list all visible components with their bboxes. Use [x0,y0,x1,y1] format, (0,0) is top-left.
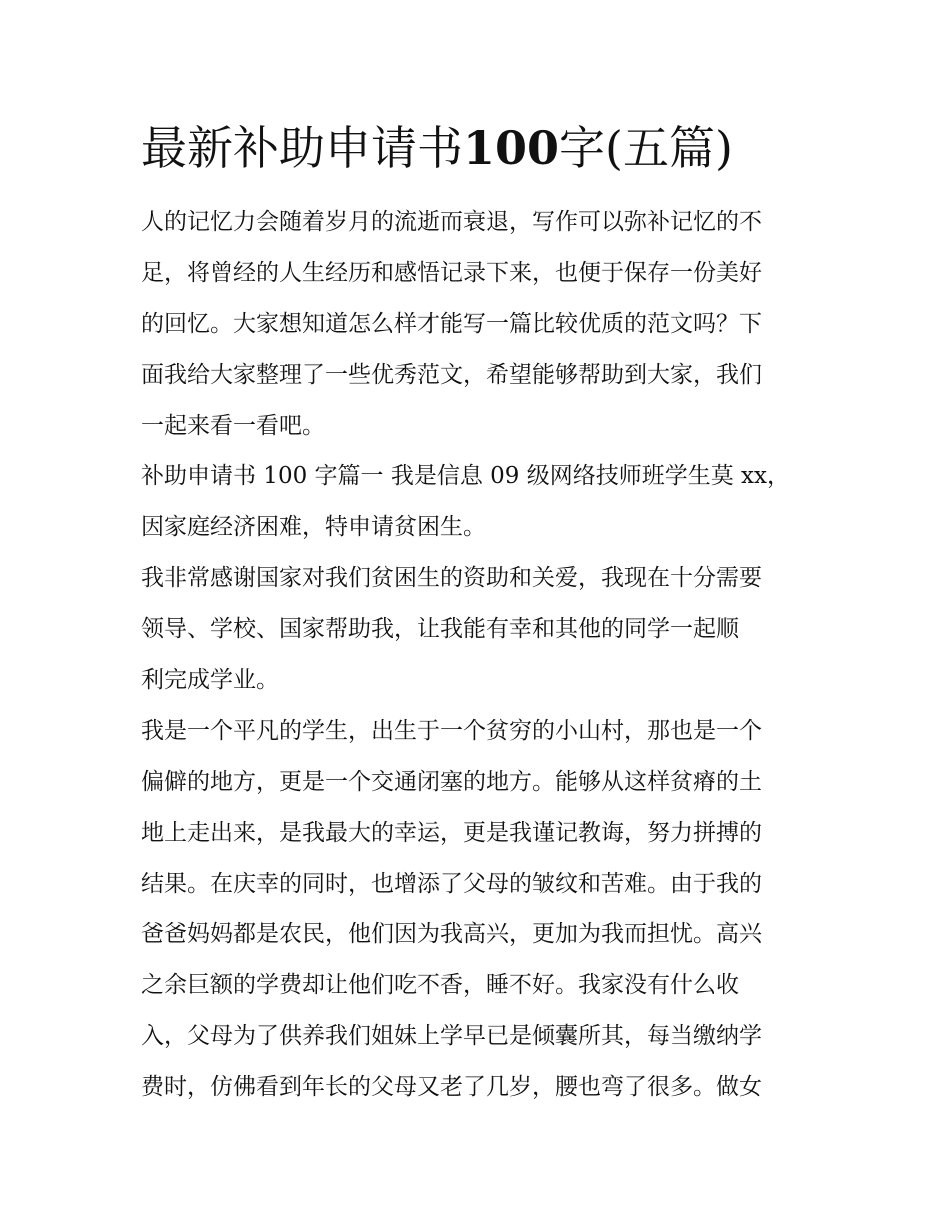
body-line: 因家庭经济困难，特申请贫困生。 [141,514,486,541]
body-line: 地上走出来，是我最大的幸运，更是我谨记教诲，努力拼搏的 [141,819,762,846]
title-prefix: 最新补助申请书 [141,121,463,175]
document-title [141,112,841,184]
document-body [141,197,821,1113]
body-line: 领导、学校、国家帮助我，让我能有幸和其他的同学一起顺 [141,616,739,643]
body-line: 补助申请书 100 字篇一 我是信息 09 级网络技师班学生莫 xx， [141,463,790,490]
body-line: 我是一个平凡的学生，出生于一个贫穷的小山村，那也是一个 [141,717,762,744]
body-line: 一起来看一看吧。 [141,412,325,439]
body-line: 的回忆。大家想知道怎么样才能写一篇比较优质的范文吗？下 [141,310,762,337]
body-line: 面我给大家整理了一些优秀范文，希望能够帮助到大家，我们 [141,361,762,388]
body-line: 偏僻的地方，更是一个交通闭塞的地方。能够从这样贫瘠的土 [141,768,762,795]
body-line: 足，将曾经的人生经历和感悟记录下来，也便于保存一份美好 [141,259,762,286]
body-line: 我非常感谢国家对我们贫困生的资助和关爱，我现在十分需要 [141,565,762,592]
title-number: 100 [463,121,560,175]
body-line: 爸爸妈妈都是农民，他们因为我高兴，更加为我而担忧。高兴 [141,921,762,948]
body-line: 利完成学业。 [141,667,279,694]
title-suffix: 字(五篇) [559,121,733,175]
body-line: 结果。在庆幸的同时，也增添了父母的皱纹和苦难。由于我的 [141,870,762,897]
body-line: 费时，仿佛看到年长的父母又老了几岁，腰也弯了很多。做女 [141,1074,762,1101]
body-line: 入，父母为了供养我们姐妹上学早已是倾囊所其，每当缴纳学 [141,1023,762,1050]
body-line: 人的记忆力会随着岁月的流逝而衰退，写作可以弥补记忆的不 [141,209,762,235]
body-line: 之余巨额的学费却让他们吃不香，睡不好。我家没有什么收 [141,972,739,999]
